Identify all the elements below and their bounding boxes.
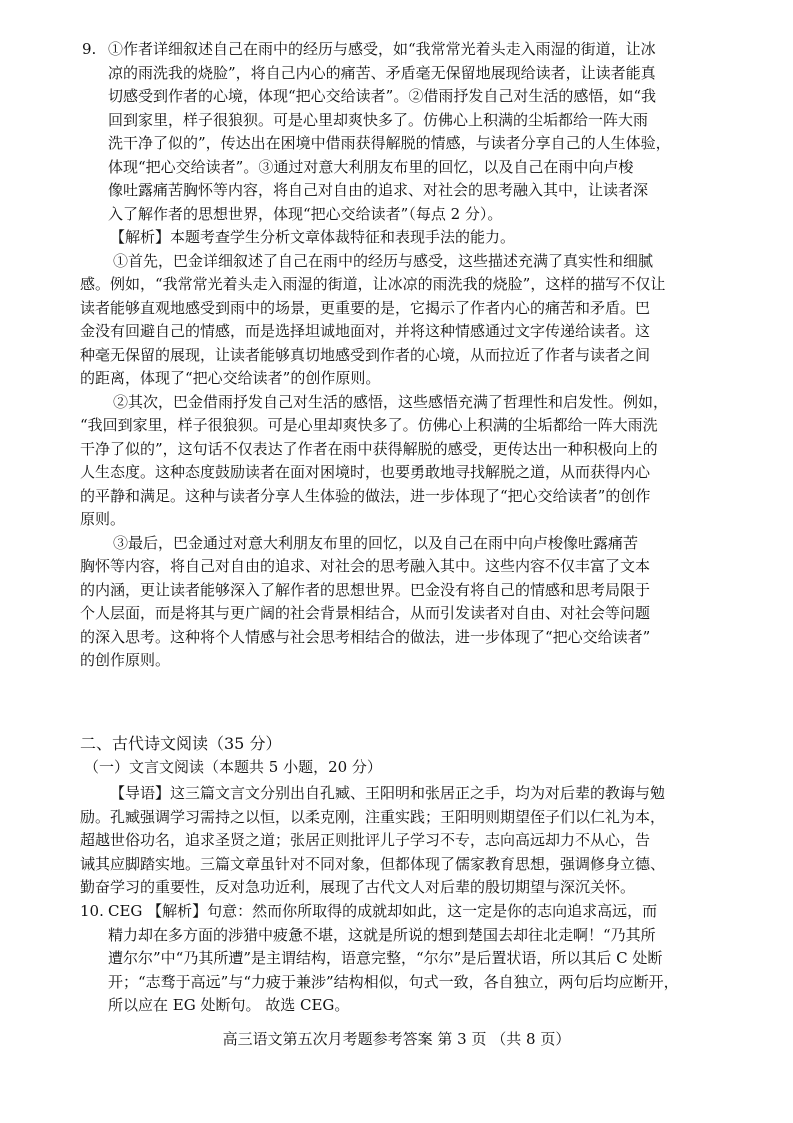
page-footer: 高三语文第五次月考题参考答案 第 3 页 （共 8 页） [222, 1030, 571, 1048]
section-guide [80, 782, 716, 900]
text-line: 金没有回避自己的情感，而是选择坦诚地面对，并将这种情感通过文字传递给读者。这 [80, 322, 651, 340]
text-line: 【导语】这三篇文言文分别出自孔臧、王阳明和张居正之手，均为对后辈的教诲与勉 [110, 784, 666, 802]
section-title: 二、古代诗文阅读（35 分） [80, 734, 282, 753]
text-line: 体现“把心交给读者”。③通过对意大利朋友布里的回忆，以及自己在雨中向卢梭 [108, 157, 634, 176]
text-line: ②其次，巴金借雨抒发自己对生活的感悟，这些感悟充满了哲理性和启发性。例如， [113, 392, 669, 411]
text-line: 个人层面，而是将其与更广阔的社会背景相结合，从而引发读者对自由、对社会等问题 [80, 604, 651, 622]
section-subtitle: （一）文言文阅读（本题共 5 小题，20 分） [84, 758, 382, 776]
text-line: 洗干净了似的”，传达出在困境中借雨获得解脱的情感，与读者分享自己的人生体验， [108, 134, 671, 152]
text-line: 精力却在多方面的涉猎中疲惫不堪，这就是所说的想到楚国去却往北走啊！“乃其所 [108, 925, 656, 944]
text-line: 诫其应脚踏实地。三篇文章虽针对不同对象，但都体现了儒家教育思想，强调修身立德、 [80, 854, 666, 873]
text-line: ①首先，巴金详细叙述了自己在雨中的经历与感受，这些描述充满了真实性和细腻 [113, 251, 654, 270]
text-line: 读者能够直观地感受到雨中的场景，更重要的是，它揭示了作者内心的痛苦和矛盾。巴 [80, 298, 651, 317]
text-line: 的平静和满足。这种与读者分享人生体验的做法，进一步体现了“把心交给读者”的创作 [80, 486, 651, 505]
text-line: 种毫无保留的展现，让读者能够真切地感受到作者的心境，从而拉近了作者与读者之间 [80, 345, 651, 364]
question-9-analysis [80, 226, 716, 673]
text-line: 开；“志骛于高远”与“力疲于兼涉”结构相似，句式一致，各自独立，两句后均应断开， [108, 972, 679, 991]
text-line: ①作者详细叙述自己在雨中的经历与感受，如“我常常光着头走入雨湿的街道，让冰 [108, 40, 656, 58]
question-number: 9. [82, 40, 97, 58]
text-line: 遭尔尔”中“乃其所遭”是主谓结构，语意完整，“尔尔”是后置状语，所以其后 C 处断 [108, 949, 663, 967]
text-line: 所以应在 EG 处断句。 故选 CEG。 [108, 996, 350, 1014]
question-9-answer [108, 38, 716, 226]
text-line: 人生态度。这种态度鼓励读者在面对困境时，也要勇敢地寻找解脱之道，从而获得内心 [80, 463, 651, 481]
text-line: 回到家里，样子很狼狈。可是心里却爽快多了。仿佛心上积满的尘垢都给一阵大雨 [108, 110, 649, 129]
text-line: 切感受到作者的心境，体现“把心交给读者”。②借雨抒发自己对生活的感悟，如“我 [108, 87, 657, 105]
question-number: 10. [80, 902, 104, 920]
text-line: 感。例如，“我常常光着头走入雨湿的街道，让冰凉的雨洗我的烧脸”，这样的描写不仅让 [80, 275, 666, 293]
text-line: 凉的雨洗我的烧脸”，将自己内心的痛苦、矛盾毫无保留地展现给读者，让读者能真 [108, 63, 656, 82]
text-line: 胸怀等内容，将自己对自由的追求、对社会的思考融入其中。这些内容不仅丰富了文本 [80, 557, 651, 575]
analysis-heading: 【解析】本题考查学生分析文章体裁特征和表现手法的能力。 [110, 228, 516, 246]
text-line: “我回到家里，样子很狼狈。可是心里却爽快多了。仿佛心上积满的尘垢都给一阵大雨洗 [80, 416, 658, 434]
text-line: 原则。 [80, 510, 126, 528]
text-line: 勤奋学习的重要性，反对急功近利，展现了古代文人对后辈的殷切期望与深沉关怀。 [80, 878, 636, 896]
question-10-answer [108, 900, 716, 1018]
text-line: 的深入思考。这种将个人情感与社会思考相结合的做法，进一步体现了“把心交给读者” [80, 627, 651, 646]
text-line: ③最后，巴金通过对意大利朋友布里的回忆，以及自己在雨中向卢梭像吐露痛苦 [113, 533, 639, 552]
text-line: 的距离，体现了“把心交给读者”的创作原则。 [80, 369, 381, 387]
text-line: 超越世俗功名，追求圣贤之道；张居正则批评儿子学习不专，志向高远却力不从心，告 [80, 831, 651, 849]
text-line: 像吐露痛苦胸怀等内容，将自己对自由的追求、对社会的思考融入其中，让读者深 [108, 181, 649, 199]
text-line: 励。孔臧强调学习需持之以恒，以柔克刚，注重实践；王阳明则期望侄子们以仁礼为本， [80, 807, 666, 826]
text-line: CEG 【解析】句意：然而你所取得的成就却如此，这一定是你的志向追求高远，而 [108, 902, 658, 920]
text-line: 的创作原则。 [80, 651, 171, 669]
text-line: 入了解作者的思想世界，体现“把心交给读者”（每点 2 分）。 [108, 204, 503, 223]
text-line: 干净了似的”，这句话不仅表达了作者在雨中获得解脱的感受，更传达出一种积极向上的 [80, 439, 658, 458]
text-line: 的内涵，更让读者能够深入了解作者的思想世界。巴金没有将自己的情感和思考局限于 [80, 580, 651, 599]
